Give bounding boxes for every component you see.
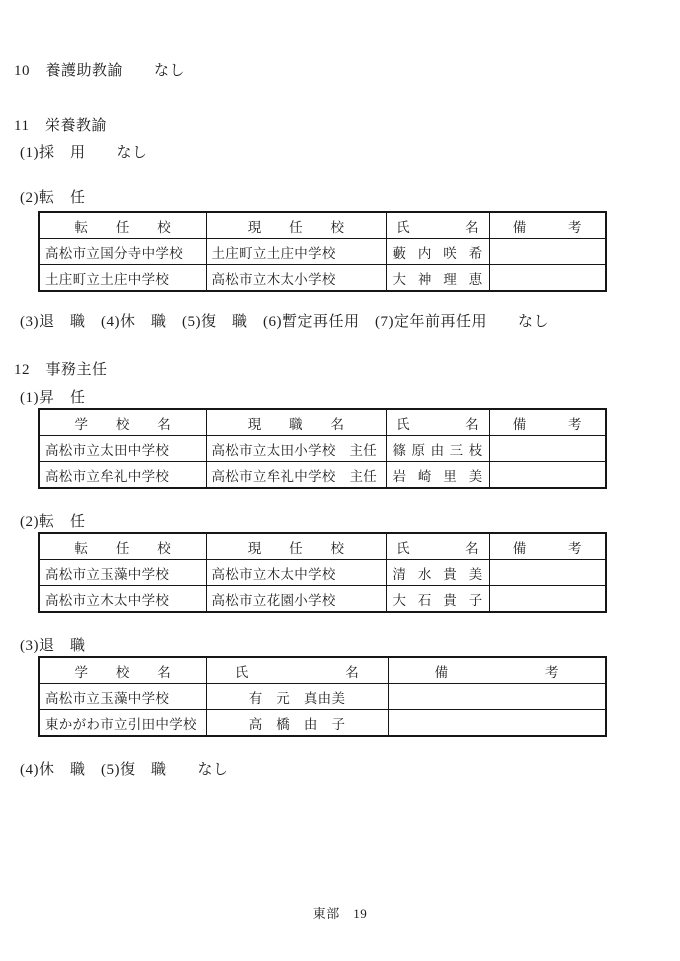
cell-remarks	[489, 265, 606, 292]
cell-tennin-school: 高松市立木太中学校	[39, 586, 206, 613]
col-header-remarks: 備 考	[489, 409, 606, 436]
col-header-school-name: 学 校 名	[39, 657, 206, 684]
col-header-tennin-school: 転 任 校	[39, 533, 206, 560]
cell-name: 篠 原 由 三 枝	[386, 436, 489, 462]
item-12-tennin: (2)転 任	[20, 514, 86, 530]
table-row	[39, 265, 606, 292]
heading-item-10: 10 養護助教諭 なし	[14, 63, 186, 79]
heading-item-12: 12 事務主任	[14, 362, 108, 378]
cell-school-name: 高松市立太田中学校	[39, 436, 206, 462]
cell-name: 有 元 真由美	[206, 684, 388, 710]
table-row	[39, 684, 606, 710]
cell-name: 大 石 貴 子	[386, 586, 489, 613]
table-row	[39, 710, 606, 737]
table-row	[39, 436, 606, 462]
cell-remarks	[388, 710, 606, 737]
col-header-school-name: 学 校 名	[39, 409, 206, 436]
table-jimu-taishoku	[38, 656, 607, 737]
col-header-remarks: 備 考	[388, 657, 606, 684]
table-jimu-tennin	[38, 532, 607, 613]
item-11-taishoku-line: (3)退 職 (4)休 職 (5)復 職 (6)暫定再任用 (7)定年前再任用 なし	[20, 314, 549, 330]
item-12-kyuushoku-line: (4)休 職 (5)復 職 なし	[20, 762, 229, 778]
cell-tennin-school: 土庄町立土庄中学校	[39, 265, 206, 292]
table-row	[39, 586, 606, 613]
cell-school-name: 高松市立牟礼中学校	[39, 462, 206, 489]
col-header-name: 氏 名	[386, 409, 489, 436]
table-header-row	[39, 212, 606, 239]
cell-name: 藪 内 咲 希	[386, 239, 489, 265]
heading-item-11: 11 栄養教諭	[14, 118, 107, 134]
col-header-name: 氏 名	[386, 212, 489, 239]
cell-current-post: 高松市立牟礼中学校 主任	[206, 462, 386, 489]
cell-remarks	[489, 560, 606, 586]
table-jimu-shounin	[38, 408, 607, 489]
table-header-row	[39, 409, 606, 436]
col-header-tennin-school: 転 任 校	[39, 212, 206, 239]
page-footer: 東部 19	[312, 906, 368, 921]
table-row	[39, 560, 606, 586]
cell-current-school: 高松市立花園小学校	[206, 586, 386, 613]
cell-current-school: 高松市立木太小学校	[206, 265, 386, 292]
cell-remarks	[489, 239, 606, 265]
item-11-saiyou: (1)採 用 なし	[20, 145, 148, 161]
cell-name: 大 神 理 恵	[386, 265, 489, 292]
col-header-current-school: 現 任 校	[206, 533, 386, 560]
col-header-name: 氏 名	[206, 657, 388, 684]
item-12-shounin: (1)昇 任	[20, 390, 86, 406]
table-row	[39, 239, 606, 265]
table-row	[39, 462, 606, 489]
table-header-row	[39, 533, 606, 560]
cell-remarks	[388, 684, 606, 710]
cell-name: 岩 崎 里 美	[386, 462, 489, 489]
table-header-row	[39, 657, 606, 684]
cell-school-name: 高松市立玉藻中学校	[39, 684, 206, 710]
cell-name: 清 水 貴 美	[386, 560, 489, 586]
col-header-remarks: 備 考	[489, 212, 606, 239]
cell-tennin-school: 高松市立国分寺中学校	[39, 239, 206, 265]
col-header-name: 氏 名	[386, 533, 489, 560]
item-12-taishoku: (3)退 職	[20, 638, 86, 654]
col-header-remarks: 備 考	[489, 533, 606, 560]
cell-current-school: 高松市立木太中学校	[206, 560, 386, 586]
cell-current-post: 高松市立太田小学校 主任	[206, 436, 386, 462]
cell-school-name: 東かがわ市立引田中学校	[39, 710, 206, 737]
cell-remarks	[489, 462, 606, 489]
cell-name: 高 橋 由 子	[206, 710, 388, 737]
cell-remarks	[489, 586, 606, 613]
item-11-tennin: (2)転 任	[20, 190, 86, 206]
cell-current-school: 土庄町立土庄中学校	[206, 239, 386, 265]
col-header-current-post: 現 職 名	[206, 409, 386, 436]
cell-remarks	[489, 436, 606, 462]
cell-tennin-school: 高松市立玉藻中学校	[39, 560, 206, 586]
table-eiyou-tennin	[38, 211, 607, 292]
col-header-current-school: 現 任 校	[206, 212, 386, 239]
